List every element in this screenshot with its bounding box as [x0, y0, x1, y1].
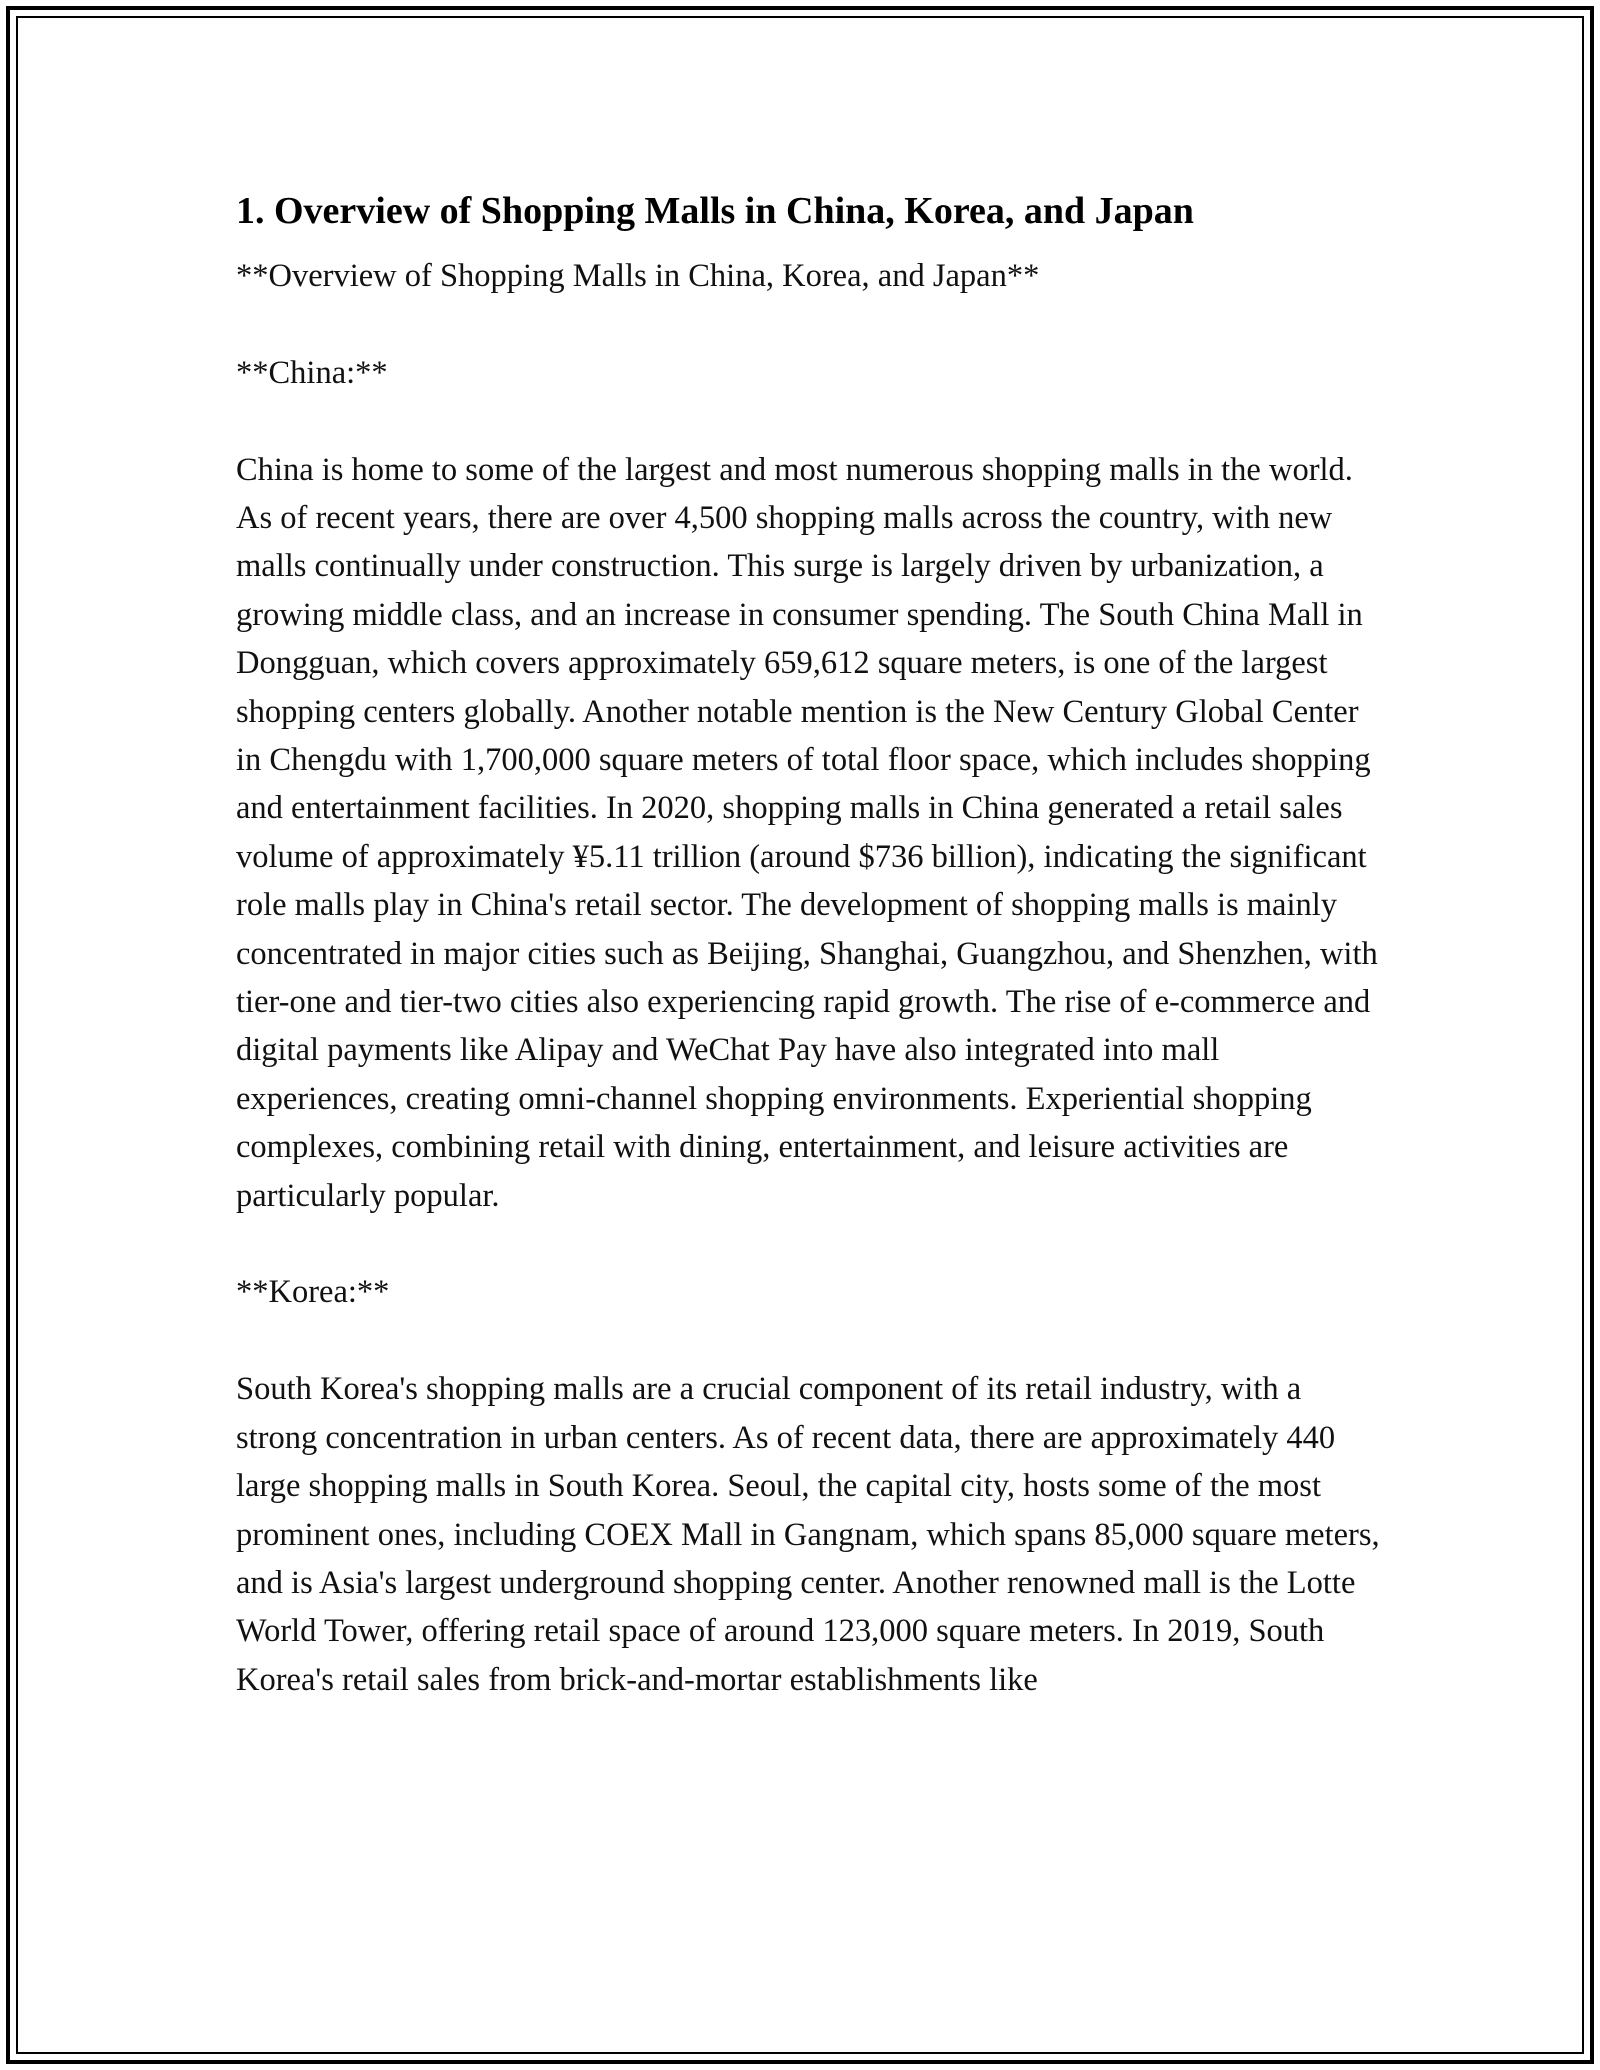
korea-paragraph: South Korea's shopping malls are a crucial component of its retail industry, with a strong concentration in urban centers. As of recent data, there are approximately 440 large shopping malls in South Korea. Seoul, the capital city, hosts some of the most prominent ones, including COEX Mall in Gangnam, which spans 85,000 square meters, and is Asia's largest underground shopping center. Another renowned mall is the Lotte World Tower, offering retail space of around 123,000 square meters. In 2019, South Korea's retail sales from brick-and-mortar establishments like	[236, 1371, 1380, 1698]
document-body	[236, 186, 1386, 1753]
china-label: **China:**	[236, 354, 388, 391]
document-subtitle: **Overview of Shopping Malls in China, Korea, and Japan**	[236, 258, 1040, 294]
china-paragraph: China is home to some of the largest and most numerous shopping malls in the world. As of recent years, there are over 4,500 shopping malls across the country, with new malls continually under construction. This surge is largely driven by urbanization, a growing middle class, and an increase in consumer spending. The South China Mall in Dongguan, which covers approximately 659,612 square meters, is one of the largest shopping centers globally. Another notable mention is the New Century Global Center in Chengdu with 1,700,000 square meters of total floor space, which includes shopping and entertainment facilities. In 2020, shopping malls in China generated a retail sales volume of approximately ¥5.11 trillion (around $736 billion), indicating the significant role malls play in China's retail sector. The development of shopping malls is mainly concentrated in major cities such as Beijing, Shanghai, Guangzhou, and Shenzhen, with tier-one and tier-two cities also experiencing rapid growth. The rise of e-commerce and digital payments like Alipay and WeChat Pay have also integrated into mall experiences, creating omni-channel shopping environments. Experiential shopping complexes, combining retail with dining, entertainment, and leisure activities are particularly popular.	[236, 451, 1378, 1214]
korea-label: **Korea:**	[236, 1274, 390, 1311]
section-heading: 1. Overview of Shopping Malls in China, Korea, and Japan	[236, 190, 1194, 232]
